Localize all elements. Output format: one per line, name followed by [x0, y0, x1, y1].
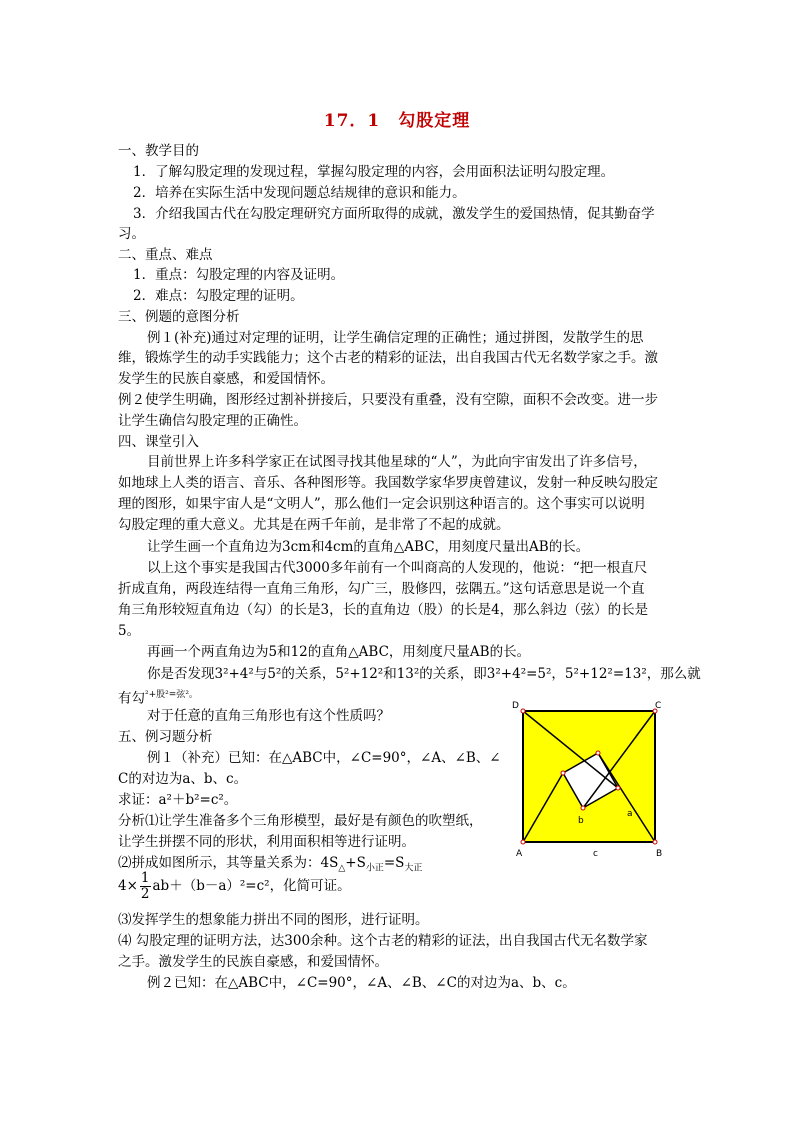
inner-vertex-4: [581, 806, 585, 810]
s4-line-6: 以上这个事实是我国古代3000多年前有一个叫商高的人发现的，他说：“把一根直尺: [147, 560, 648, 576]
analysis-4a: ⑷ 勾股定理的证明方法，达300余种。这个古老的精彩的证法，出自我国古代无名数学家: [118, 933, 648, 949]
example-2: 例２已知：在△ABC中，∠C=90°，∠A、∠B、∠C的对边为a、b、c。: [147, 975, 576, 991]
inner-vertex-3: [616, 786, 620, 790]
formula-rest: ab＋（b－a）²=c²，化简可证。: [152, 878, 351, 894]
s4-line-3: 理的图形，如果宇宙人是“文明人”，那么他们一定会识别这种语言的。这个事实可以说明: [118, 496, 645, 512]
sub-triangle: △: [338, 863, 346, 874]
analysis-3: ⑶发挥学生的想象能力拼出不同的图形，进行证明。: [118, 912, 429, 928]
analysis-1b: 让学生拼摆不同的形状，利用面积相等进行证明。: [118, 834, 415, 850]
formula-line: [118, 870, 351, 902]
analysis-2-text: ⑵拼成如图所示，其等量关系为：4S: [118, 855, 339, 871]
ex1-line-2: C的对边为a、b、c。: [118, 771, 248, 787]
label-side-b: b: [578, 816, 584, 826]
s4-line-9: 5。: [118, 623, 141, 639]
s4-line-4: 勾股定理的重大意义。尤其是在两千年前，是非常了不起的成就。: [118, 517, 510, 533]
page-title: 17．1 勾股定理: [323, 111, 471, 131]
s3-line-2: 维，锻炼学生的动手实践能力；这个古老的精彩的证法，出自我国古代无名数学家之手。激: [118, 350, 658, 366]
s2-item-2: 2．难点：勾股定理的证明。: [133, 288, 304, 304]
gou-square: ²+股: [145, 690, 166, 700]
pythagorean-figure: [508, 696, 668, 858]
label-d: D: [512, 701, 519, 711]
s1-item-3-cont: 习。: [118, 226, 145, 242]
label-side-c: c: [593, 849, 598, 858]
s1-item-2: 2．培养在实际生活中发现问题总结规律的意识和能力。: [133, 185, 466, 201]
gou-text: 有勾: [118, 690, 145, 707]
xian-square: ²。: [185, 690, 198, 700]
vertex-a: [521, 840, 525, 844]
analysis-4b: 之手。激发学生的民族自豪感，和爱国情怀。: [118, 954, 388, 970]
gu-square: ²=弦: [165, 690, 186, 700]
inner-vertex-2: [596, 751, 600, 755]
section-2-heading: 二、重点、难点: [118, 247, 213, 263]
vertex-d: [521, 709, 525, 713]
vertex-b: [653, 840, 657, 844]
s4-line-11: 你是否发现3²+4²与5²的关系，5²+12²和13²的关系，即3²+4²=5²，5²+12²=13²，那么就: [147, 666, 701, 682]
s4-line-12: [118, 685, 198, 709]
s4-line-5: 让学生画一个直角边为3cm和4cm的直角△ABC，用刻度尺量出AB的长。: [147, 539, 590, 555]
s2-item-1: 1．重点：勾股定理的内容及证明。: [133, 267, 345, 283]
fraction-numerator: 1: [140, 870, 150, 886]
sub-big-square: 大正: [404, 863, 423, 874]
s3-line-5: 让学生确信勾股定理的正确性。: [118, 413, 307, 429]
section-1-heading: 一、教学目的: [118, 143, 199, 159]
analysis-1a: 分析⑴让学生准备多个三角形模型，最好是有颜色的吹塑纸，: [118, 813, 483, 829]
s1-item-1: 1．了解勾股定理的发现过程，掌握勾股定理的内容，会用面积法证明勾股定理。: [133, 164, 615, 180]
section-4-heading: 四、课堂引入: [118, 434, 199, 450]
s3-line-1: 例１(补充)通过对定理的证明，让学生确信定理的正确性；通过拼图，发散学生的思: [147, 330, 644, 346]
label-c: C: [655, 701, 662, 711]
ex1-line-1: 例１（补充）已知：在△ABC中，∠C=90°，∠A、∠B、∠: [147, 750, 501, 766]
s4-line-7: 折成直角，两段连结得一直角三角形，勾广三，股修四，弦隅五。”这句话意思是说一个直: [118, 581, 645, 597]
s3-line-4: 例２使学生明确，图形经过割补拼接后，只要没有重叠，没有空隙，面积不会改变。进一步: [118, 392, 658, 408]
s4-line-2: 如地球上人类的语言、音乐、各种图形等。我国数学家华罗庚曾建议，发射一种反映勾股定: [118, 475, 658, 491]
label-side-a: a: [627, 809, 633, 819]
inner-vertex-1: [561, 771, 565, 775]
s4-line-8: 角三角形较短直角边（勾）的长是3，长的直角边（股）的长是4，那么斜边（弦）的长是: [118, 602, 649, 618]
sub-small-square: 小正: [365, 863, 384, 874]
eq-s: =S: [383, 855, 405, 871]
plus-s: +S: [345, 855, 366, 871]
s4-line-13: 对于任意的直角三角形也有这个性质吗？: [147, 708, 390, 724]
label-b: B: [656, 849, 663, 858]
four-times: 4×: [118, 878, 138, 894]
s4-line-1: 目前世界上许多科学家正在试图寻找其他星球的“人”，为此向宇宙发出了许多信号，: [147, 454, 647, 470]
s1-item-3: 3．介绍我国古代在勾股定理研究方面所取得的成就，激发学生的爱国热情，促其勤奋学: [133, 206, 655, 222]
section-5-heading: 五、例习题分析: [118, 729, 213, 745]
section-3-heading: 三、例题的意图分析: [118, 309, 240, 325]
label-a: A: [516, 849, 523, 858]
prove-line: 求证：a²＋b²=c²。: [118, 792, 238, 808]
s4-line-10: 再画一个两直角边为5和12的直角△ABC，用刻度尺量AB的长。: [147, 644, 531, 660]
s3-line-3: 发学生的民族自豪感，和爱国情怀。: [118, 371, 334, 387]
fraction-denominator: 2: [140, 886, 150, 902]
fraction-half: [140, 871, 151, 902]
